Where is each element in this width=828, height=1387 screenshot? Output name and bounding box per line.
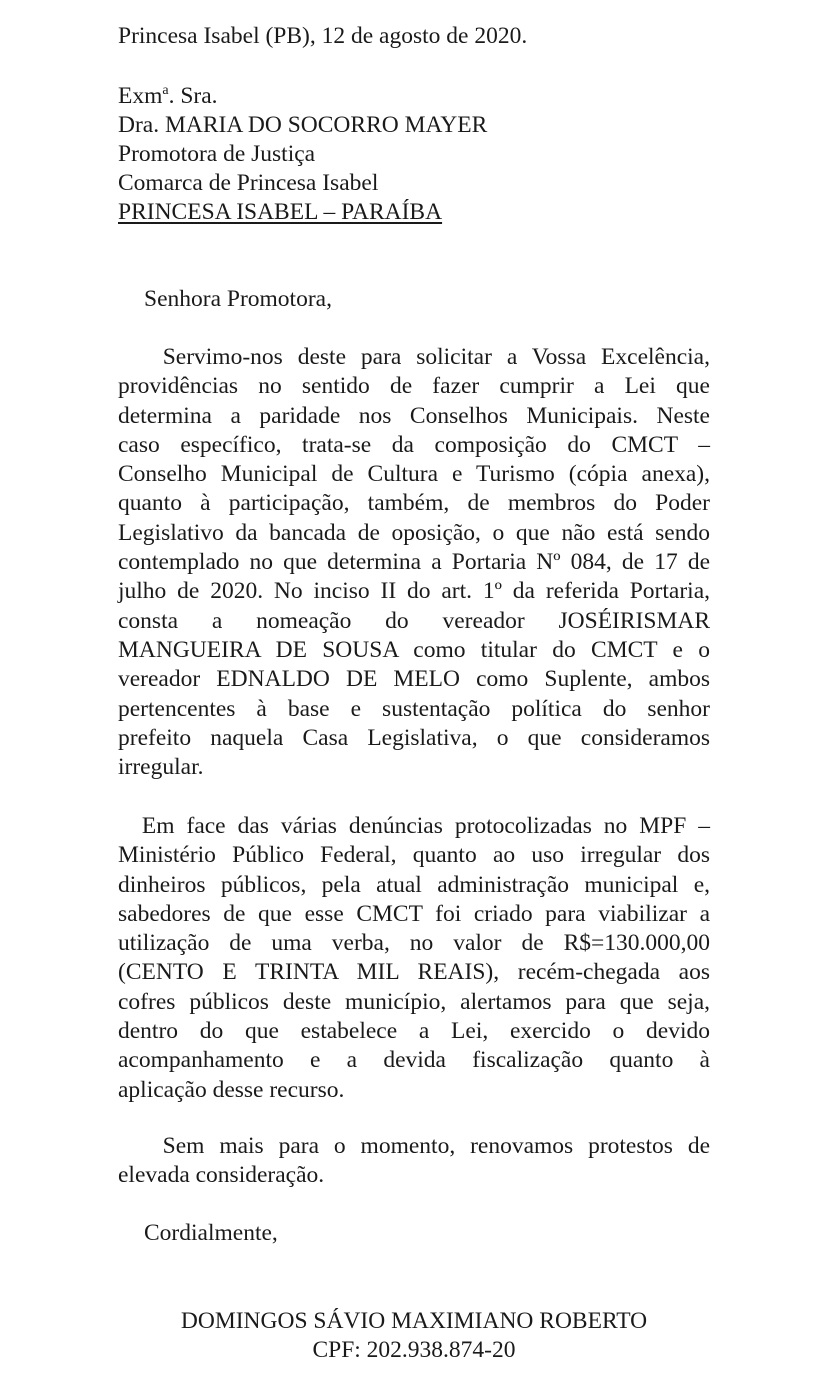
paragraph-line: Em face das várias denúncias protocolizadas no MPF – [118,813,710,839]
paragraph-line: dentro do que estabelece a Lei, exercido o devido [118,1018,710,1045]
paragraph-line: Servimo-nos deste para solicitar a Vossa Excelência, [118,344,710,370]
paragraph-line: sabedores de que esse CMCT foi criado para viabilizar a [118,900,710,927]
paragraph-line: dinheiros públicos, pela atual administração municipal e, [118,871,710,898]
paragraph-line: caso específico, trata-se da composição do CMCT – [118,431,710,458]
paragraph-line: quanto à participação, também, de membros do Poder [118,490,710,517]
paragraph-line: utilização de uma verba, no valor de R$=130.000,00 [118,930,710,957]
recipient-district: Comarca de Princesa Isabel [118,170,379,196]
paragraph-line: prefeito naquela Casa Legislativa, o que consideramos [118,724,710,751]
closing: Cordialmente, [144,1220,278,1246]
paragraph-alert [118,812,710,1105]
paragraph-line: contemplado no que determina a Portaria Nº 084, de 17 de [118,549,710,576]
paragraph-line: Ministério Público Federal, quanto ao uso irregular dos [118,842,710,869]
recipient-role: Promotora de Justiça [118,141,316,167]
paragraph-line: pertencentes à base e sustentação política do senhor [118,695,710,722]
treatment-suffix: . Sra. [168,83,218,109]
salutation: Senhora Promotora, [144,286,332,312]
paragraph-request [118,343,710,782]
paragraph-line: MANGUEIRA DE SOUSA como titular do CMCT e o [118,636,710,663]
paragraph-farewell [118,1132,710,1191]
paragraph-line: aplicação desse recurso. [118,1076,345,1103]
paragraph-line: elevada consideração. [118,1162,325,1189]
paragraph-line: Conselho Municipal de Cultura e Turismo (cópia anexa), [118,461,710,488]
paragraph-line: providências no sentido de fazer cumprir a Lei que [118,373,710,400]
paragraph-line: Sem mais para o momento, renovamos protestos de [118,1133,710,1159]
signature-cpf: CPF: 202.938.874-20 [312,1337,516,1363]
paragraph-line: cofres públicos deste município, alertamos para que seja, [118,988,710,1015]
paragraph-line: Legislativo da bancada de oposição, o que não está sendo [118,519,710,546]
paragraph-line: acompanhamento e a devida fiscalização quanto à [118,1047,710,1074]
place-date: Princesa Isabel (PB), 12 de agosto de 2020. [118,23,528,49]
treatment-superscript: a [162,83,169,98]
paragraph-line: determina a paridade nos Conselhos Municipais. Neste [118,402,710,429]
paragraph-line: julho de 2020. No inciso II do art. 1º da referida Portaria, [118,578,710,605]
paragraph-line: vereador EDNALDO DE MELO como Suplente, ambos [118,666,710,693]
recipient-name: Dra. MARIA DO SOCORRO MAYER [118,112,488,138]
paragraph-line: consta a nomeação do vereador JOSÉIRISMAR [118,607,710,634]
treatment-prefix: Exm [118,83,163,109]
recipient-city-state: PRINCESA ISABEL – PARAÍBA [118,199,443,225]
signature-name: DOMINGOS SÁVIO MAXIMIANO ROBERTO [180,1308,648,1334]
recipient-treatment [118,82,487,111]
paragraph-line: (CENTO E TRINTA MIL REAIS), recém-chegada aos [118,959,710,986]
paragraph-line: irregular. [118,754,204,781]
recipient-block [118,82,487,227]
signature-block [0,1307,828,1365]
